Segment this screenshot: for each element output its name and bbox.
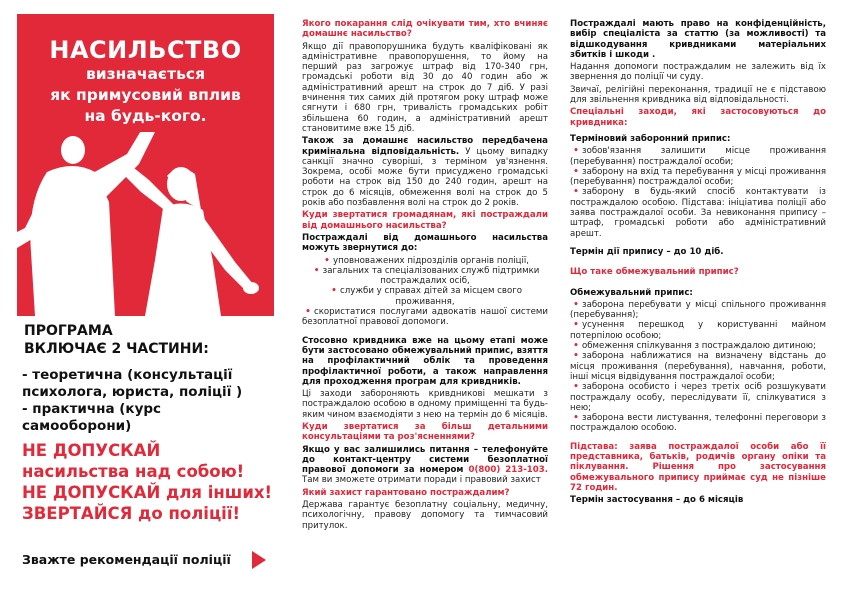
paragraph-rights: Постраждалі мають право на конфіденційність, вибір спеціаліста за статтю (за можливості) та відшкодування кривдниками матеріальних збитків і шкоди . <box>570 19 826 60</box>
list-item: • усунення перешкод у користуванні майном потерпілою особою; <box>570 320 826 341</box>
paragraph-basis: Підстава: заява постраждалої особи або її представника, батьків, родичів органу опіки та піклування. Рішення про застосування обмежувального припису приймає суд не пізніше 72 годин. <box>570 441 826 493</box>
program-parts: - теоретична (консультації психолога, юриста, поліції ) - практична (курс самооборони) <box>22 367 243 434</box>
violence-silhouette-icon <box>17 132 274 316</box>
left-panel <box>0 0 277 595</box>
list-item: • зобов'язання залишити місце проживання (перебування) постраждалої особи; <box>570 146 826 167</box>
middle-column <box>302 19 548 591</box>
question-where-to-apply: Куди звертатися громадянам, які постраждали від домашнього насильства? <box>302 210 548 231</box>
question-restraining-order: Що таке обмежувальний припис? <box>570 267 739 278</box>
heading-special-measures: Спеціальні заходи, які застосовуються до кривдника: <box>570 107 826 128</box>
list-item: • заборона наближатися на визначену відстань до місця проживання (перебування), навчання, роботи, інші місця відвідування постраждалої особи; <box>570 351 826 382</box>
paragraph-criminal: Також за домашнє насильство передбачена кримінальна відповідальність. У цьому випадку санкції значно суворіші, з терміном ув'язнення. Зокрема, особі може бути присуджено громадські роботи на строк від 150 до 240 годин, арешт на строк до 6 місяців, обмеження волі на строк до 5 років або позбавлення волі на строк до 2 років. <box>302 136 548 209</box>
question-protection: Який захист гарантовано постраждалим? <box>302 487 510 498</box>
list-item: • заборона перебувати у місці спільного проживання (перебування); <box>570 299 826 321</box>
program-heading: ПРОГРАМА ВКЛЮЧАЄ 2 ЧАСТИНИ: <box>24 323 209 357</box>
urgent-order-term: Термін дії припису – до 10 діб. <box>570 246 724 257</box>
main-title: НАСИЛЬСТВО <box>49 36 242 64</box>
paragraph-guarantees: Держава гарантує безоплатну соціальну, медичну, психологічну, правову допомогу та тимчасовий притулок. <box>302 500 548 531</box>
paragraph-measures: Ці заходи забороняють кривдникові мешкати з постраждалою особою в одному приміщенні та будь-яким чином взаємодіяти з нею на термін до 6 місяців. <box>302 389 548 420</box>
paragraph-restraining: Стосовно кривдника вже на цьому етапі може бути застосовано обмежувальний припис, взяття на профілактичний облік та проведення профілактичної роботи, а також направлення для проходження програм для кривдників. <box>302 335 548 387</box>
list-item: • заборону на вхід та перебування у місці проживання (перебування) постраждалої особи; <box>570 166 826 188</box>
urgent-order-list <box>570 146 826 239</box>
question-punishment: Якого покарання слід очікувати тим, хто вчиняє домашнє насильство? <box>302 19 548 40</box>
list-item: • заборона вести листування, телефонні переговори з постраждалою особою. <box>570 413 826 434</box>
paragraph-traditions: Звичаї, релігійні переконання, традиції не є підставою для звільнення кривдника від відповідальності. <box>570 84 826 106</box>
title-banner <box>17 14 274 316</box>
hotline-number: 0(800) 213-103. <box>463 465 548 476</box>
list-item: • загальних та спеціалізованих служб підтримки постраждалих осіб, <box>313 265 540 287</box>
right-column <box>570 19 826 591</box>
list-item: • заборону в будь-який спосіб контактувати із постраждалою особою. Підстава: ініціатива поліції або заява постраждалої особи. За невиконання припису – штраф, громадські роботи або адміністративний арешт. <box>570 187 826 239</box>
restraining-order-term: Термін застосування – до 6 місяців <box>570 495 744 506</box>
paragraph-administrative: Якщо дії правопорушника будуть кваліфіковані як адміністративне правопорушення, то йому на перший раз загрожує штраф від 170-340 грн, громадські роботи від 30 до 40 годин або ж адміністративний арешт на строк до 7 діб. У разі вчинення тих самих дій протягом року штраф може сягнути і 680 грн, тривалість громадських робіт збільшена 60 годин, а адміністративний арешт становитиме вже 15 діб. <box>302 41 548 134</box>
question-consultations: Куди звертатися за більш детальними консультаціями та роз'ясненнями? <box>302 421 548 443</box>
restraining-order-list <box>570 300 826 434</box>
list-item: • заборона особисто і через третіх осіб розшукувати постраждалу особу, переслідувати її, спілкуватися з нею; <box>570 382 826 413</box>
heading-urgent-order: Терміновий заборонний припис: <box>570 133 731 144</box>
list-item: • служби у справах дітей за місцем свого проживання, <box>331 286 522 307</box>
apply-list <box>302 256 548 328</box>
heading-restraining-order: Обмежувальний припис: <box>570 287 693 298</box>
list-item: • уповноважених підрозділів органів поліції, <box>324 255 529 266</box>
list-item: • обмеження спілкування з постраждалою дитиною; <box>573 341 816 352</box>
play-arrow-icon <box>252 551 266 569</box>
paragraph-can-apply: Постраждалі від домашнього насильства можуть звернутися до: <box>302 232 548 254</box>
paragraph-independent: Надання допомоги постраждалим не залежить від їх звернення до поліції чи суду. <box>570 62 826 83</box>
main-subtitle: визначається як примусовий вплив на будь-кого. <box>50 65 241 125</box>
warning-slogans: НЕ ДОПУСКАЙ насильства над собою! НЕ ДОПУСКАЙ для інших! ЗВЕРТАЙСЯ до поліції! <box>22 441 273 523</box>
police-advice-label: Зважте рекомендації поліції <box>22 552 231 567</box>
list-item: • скористатися послугами адвокатів нашої системи безоплатної правової допомоги. <box>302 307 548 328</box>
paragraph-contact: Якщо у вас залишились питання – телефонуйте до контакт-центру системи безоплатної правової допомоги за номером 0(800) 213-103. Там ви зможете отримати поради і правовий захист <box>302 444 548 486</box>
